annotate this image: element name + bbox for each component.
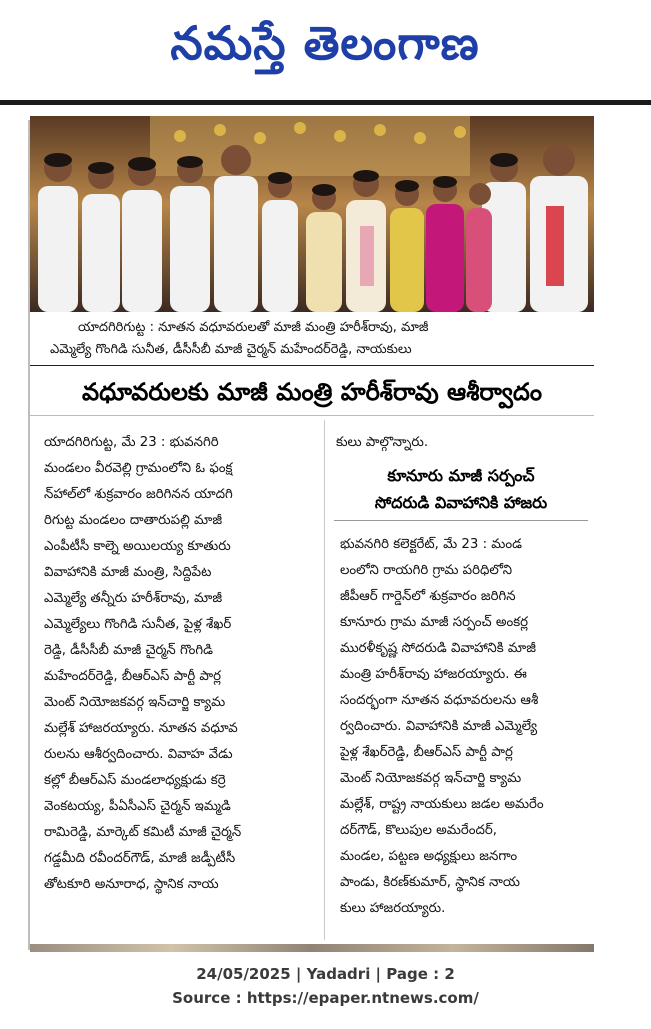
- article-line: ర్వదించారు. వివాహానికి మాజీ ఎమ్మెల్యే: [340, 719, 538, 734]
- article-line: లంలోని రాయగిరి గ్రామ పరిధిలోని: [340, 563, 513, 578]
- article-line: గడ్డమీది రవీందర్‌గౌడ్, మాజీ జడ్పీటీసీ: [44, 851, 236, 866]
- article-line: వెంకటయ్య, పీఏసీఎస్ చైర్మన్ ఇమ్మడి: [44, 799, 231, 814]
- right-column: [340, 532, 592, 922]
- source-link[interactable]: Source : https://epaper.ntnews.com/: [172, 989, 479, 1007]
- article-line: మెంట్ నియోజకవర్గ ఇన్‌చార్జి క్యామ: [44, 695, 226, 710]
- article-line: రులను ఆశీర్వదించారు. వివాహ వేడు: [44, 747, 233, 762]
- caption-line: యాదగిరిగుట్ట : నూతన వధూవరులతో మాజీ మంత్రి హరీశ్‌రావు, మాజీ: [78, 320, 429, 335]
- column-divider: [324, 420, 325, 940]
- article-line: న్‌హాల్‌లో శుక్రవారం జరిగినన యాదగి: [44, 487, 233, 502]
- article-line: పాండు, కిరణ్‌కుమార్, స్థానిక నాయ: [340, 875, 520, 890]
- article-line: యాదగిరిగుట్ట, మే 23 : భువనగిరి: [44, 435, 219, 450]
- right-column-continuation: [336, 430, 590, 456]
- caption-line: ఎమ్మెల్యే గొంగిడి సునీత, డీసీసీబీ మాజీ చైర్మన్ మహేందర్‌రెడ్డి, నాయకులు: [50, 342, 412, 357]
- article-line: దర్‌గౌడ్, కొలుపుల అమరేందర్,: [340, 823, 498, 838]
- left-column: [44, 430, 318, 898]
- article-line: జీపీఆర్ గార్డెన్‌లో శుక్రవారం జరిగిన: [340, 589, 516, 604]
- subhead-line: సోదరుడి వివాహానికి హాజరు: [374, 493, 548, 512]
- masthead-rule: [0, 100, 651, 105]
- article-line: కులు పాల్గొన్నారు.: [336, 435, 429, 450]
- article-line: రామిరెడ్డి, మార్కెట్ కమిటీ మాజీ చైర్మన్: [44, 825, 242, 840]
- article-line: రిగుట్ట మండలం దాతారుపల్లి మాజీ: [44, 513, 223, 528]
- article-line: మంత్రి హరీశ్‌రావు హాజరయ్యారు. ఈ: [340, 667, 527, 682]
- article-line: సందర్భంగా నూతన వధూవరులను ఆశీ: [340, 693, 539, 708]
- news-photo: [30, 116, 594, 312]
- article-line: మల్లేశ్ హాజరయ్యారు. నూతన వధూవ: [44, 721, 238, 736]
- subhead-rule: [334, 520, 588, 521]
- page-footer: [0, 962, 651, 1022]
- article-line: కూనూరు గ్రామ మాజీ సర్పంచ్ అంకర్ల: [340, 615, 529, 630]
- masthead-title: నమస్తే తెలంగాణ: [170, 16, 480, 70]
- article-line: మల్లేశ్, రాష్ట్ర నాయకులు జడల అమరేం: [340, 797, 544, 812]
- edition-info: 24/05/2025 | Yadadri | Page : 2: [196, 965, 455, 983]
- article-line: మండలం వీరవెల్లి గ్రామంలోని ఓ ఫంక్ష: [44, 461, 233, 476]
- article-line: ఎమ్మెల్యే తన్నీరు హరీశ్‌రావు, మాజీ: [44, 591, 223, 606]
- subhead-line: కూనూరు మాజీ సర్పంచ్: [387, 466, 535, 485]
- article-line: ఎమ్మెల్యేలు గొంగిడి సునీత, పైళ్ల శేఖర్: [44, 617, 232, 632]
- article-line: మండల, పట్టణ అధ్యక్షులు జనగాం: [340, 849, 518, 864]
- sub-article-headline: [330, 462, 592, 518]
- photo-caption: [30, 314, 594, 366]
- article-line: కల్లో బీఆర్‌ఎస్ మండలాధ్యక్షుడు కర్రె: [44, 773, 226, 788]
- article-line: రెడ్డి, డీసీసీబీ మాజీ చైర్మన్ గొంగిడి: [44, 643, 213, 658]
- article-line: ఎంపీటీసీ కాల్నె అయిలయ్య కూతురు: [44, 539, 231, 554]
- article-headline: వధూవరులకు మాజీ మంత్రి హరీశ్‌రావు ఆశీర్వాదం: [30, 368, 594, 416]
- article-line: భువనగిరి కలెక్టరేట్, మే 23 : మండ: [340, 537, 522, 552]
- article-line: వివాహానికి మాజీ మంత్రి, సిద్దిపేట: [44, 565, 212, 580]
- article-line: మెంట్ నియోజకవర్గ ఇన్‌చార్జి క్యామ: [340, 771, 522, 786]
- article-line: పైళ్ల శేఖర్‌రెడ్డి, బీఆర్‌ఎస్ పార్టీ పార్ల: [340, 745, 513, 760]
- wedding-group-photo: [30, 116, 594, 312]
- article-line: మహేందర్‌రెడ్డి, బీఆర్‌ఎస్ పార్టీ పార్ల: [44, 669, 222, 684]
- masthead: [0, 0, 651, 106]
- article-line: తోటకూరి అనూరాధ, స్థానిక నాయ: [44, 877, 219, 892]
- next-photo-strip: [30, 944, 594, 952]
- article-line: మురళీకృష్ణ సోదరుడి వివాహానికి మాజీ: [340, 641, 536, 656]
- article-line: కులు హాజరయ్యారు.: [340, 901, 446, 916]
